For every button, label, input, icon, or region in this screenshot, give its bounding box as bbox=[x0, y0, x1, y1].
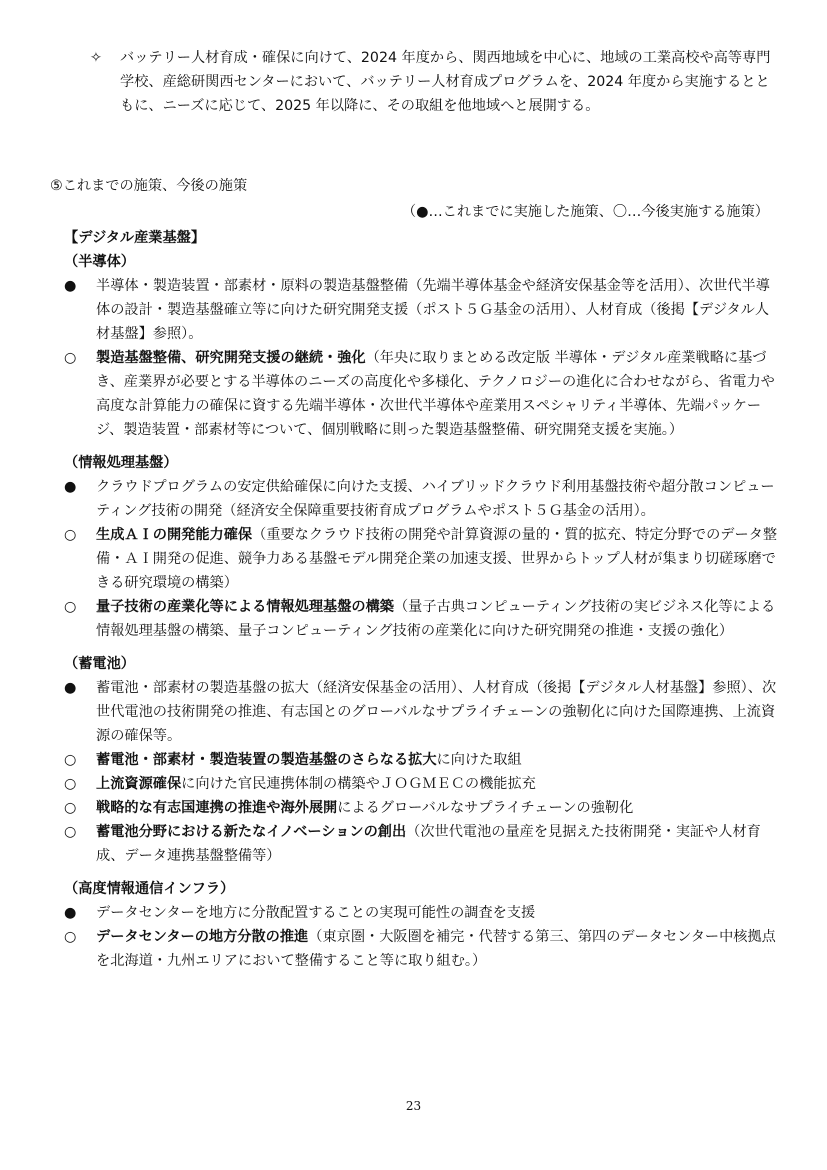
item-text: （次世代電池の量産を見据えた技術開発・実証や人材育成、データ連携基盤整備等） bbox=[96, 824, 761, 864]
filled-circle-bullet: ● bbox=[64, 680, 77, 696]
group-title: （半導体） bbox=[64, 254, 135, 270]
item-text: （重要なクラウド技術の開発や計算資源の量的・質的拡充、特定分野でのデータ整備・ＡＩ開発の促進、競争力ある基盤モデル開発企業の加速支援、世界からトップ人材が集まり切磋琢磨できる研究環境の構築） bbox=[96, 527, 778, 591]
item-bold: 蓄電池・部素材・製造装置の製造基盤のさらなる拡大 bbox=[96, 752, 437, 768]
list-item bbox=[64, 748, 780, 772]
list-item bbox=[64, 346, 780, 442]
intro-text: バッテリー人材育成・確保に向けて、2024 年度から、関西地域を中心に、地域の工業高校や高等専門学校、産総研関西センターにおいて、バッテリー人材育成プログラムを、2024 年度から実施するとともに、ニーズに応じて、2025 年以降に、その取組を他地域へと展開する。 bbox=[120, 50, 771, 114]
item-bold: 上流資源確保 bbox=[96, 776, 182, 792]
item-text: データセンターを地方に分散配置することの実現可能性の調査を支援 bbox=[96, 905, 536, 921]
policy-list bbox=[64, 226, 780, 973]
list-item bbox=[64, 523, 780, 595]
open-circle-bullet: ○ bbox=[64, 350, 77, 366]
bullet-legend: （●…これまでに実施した施策、〇…今後実施する施策） bbox=[401, 204, 769, 220]
item-text: （年央に取りまとめる改定版 半導体・デジタル産業戦略に基づき、産業界が必要とする半導体のニーズの高度化や多様化、テクノロジーの進化に合わせながら、省電力や高度な計算能力の確保に資する先端半導体・次世代半導体や産業用スペシャリティ半導体、先端パッケージ、製造装置・部素材等について、個別戦略に則った製造基盤整備、研究開発支援を実施。） bbox=[96, 350, 775, 438]
open-circle-bullet: ○ bbox=[64, 776, 77, 792]
list-item bbox=[64, 901, 780, 925]
list-item bbox=[64, 595, 780, 643]
open-circle-bullet: ○ bbox=[64, 824, 77, 840]
list-item bbox=[64, 274, 780, 346]
group-title: （情報処理基盤） bbox=[64, 455, 178, 471]
page-number: 23 bbox=[405, 1099, 422, 1113]
open-circle-bullet: ○ bbox=[64, 800, 77, 816]
intro-paragraph bbox=[90, 46, 780, 118]
item-text: （東京圏・大阪圏を補完・代替する第三、第四のデータセンター中核拠点を北海道・九州エリアにおいて整備すること等に取り組む。） bbox=[96, 929, 776, 969]
open-circle-bullet: ○ bbox=[64, 599, 77, 615]
group-title: （高度情報通信インフラ） bbox=[64, 881, 235, 897]
item-bold: 生成ＡＩの開発能力確保 bbox=[96, 527, 253, 543]
open-circle-bullet: ○ bbox=[64, 929, 77, 945]
list-item bbox=[64, 475, 780, 523]
diamond-star-icon: ✧ bbox=[90, 50, 102, 66]
item-text: 蓄電池・部素材の製造基盤の拡大（経済安保基金の活用）、人材育成（後掲【デジタル人材基盤】参照）、次世代電池の技術開発の推進、有志国とのグローバルなサプライチェーンの強靭化に向けた国際連携、上流資源の確保等。 bbox=[96, 680, 777, 744]
item-text: によるグローバルなサプライチェーンの強靭化 bbox=[337, 800, 634, 816]
section-title: ⑤これまでの施策、今後の施策 bbox=[50, 178, 248, 194]
item-bold: 量子技術の産業化等による情報処理基盤の構築 bbox=[96, 599, 394, 615]
item-text: に向けた取組 bbox=[436, 752, 522, 768]
item-bold: データセンターの地方分散の推進 bbox=[96, 929, 309, 945]
item-bold: 蓄電池分野における新たなイノベーションの創出 bbox=[96, 824, 407, 840]
open-circle-bullet: ○ bbox=[64, 752, 77, 768]
filled-circle-bullet: ● bbox=[64, 278, 77, 294]
item-text: に向けた官民連携体制の構築やＪＯＧＭＥＣの機能拡充 bbox=[181, 776, 536, 792]
group-title: （蓄電池） bbox=[64, 656, 135, 672]
list-item bbox=[64, 925, 780, 973]
list-item bbox=[64, 820, 780, 868]
list-item bbox=[64, 796, 780, 820]
open-circle-bullet: ○ bbox=[64, 527, 77, 543]
item-text: クラウドプログラムの安定供給確保に向けた支援、ハイブリッドクラウド利用基盤技術や超分散コンピューティング技術の開発（経済安全保障重要技術育成プログラムやポスト５Ｇ基金の活用）。 bbox=[96, 479, 775, 519]
filled-circle-bullet: ● bbox=[64, 479, 77, 495]
filled-circle-bullet: ● bbox=[64, 905, 77, 921]
list-item bbox=[64, 676, 780, 748]
category-title: 【デジタル産業基盤】 bbox=[64, 230, 206, 246]
item-text: 半導体・製造装置・部素材・原料の製造基盤整備（先端半導体基金や経済安保基金等を活用）、次世代半導体の設計・製造基盤確立等に向けた研究開発支援（ポスト５Ｇ基金の活用）、人材育成（後掲【デジタル人材基盤】参照）。 bbox=[96, 278, 770, 342]
item-text: （量子古典コンピューティング技術の実ビジネス化等による情報処理基盤の構築、量子コンピューティング技術の産業化に向けた研究開発の推進・支援の強化） bbox=[96, 599, 776, 639]
item-bold: 製造基盤整備、研究開発支援の継続・強化 bbox=[96, 350, 366, 366]
list-item bbox=[64, 772, 780, 796]
item-bold: 戦略的な有志国連携の推進や海外展開 bbox=[96, 800, 338, 816]
